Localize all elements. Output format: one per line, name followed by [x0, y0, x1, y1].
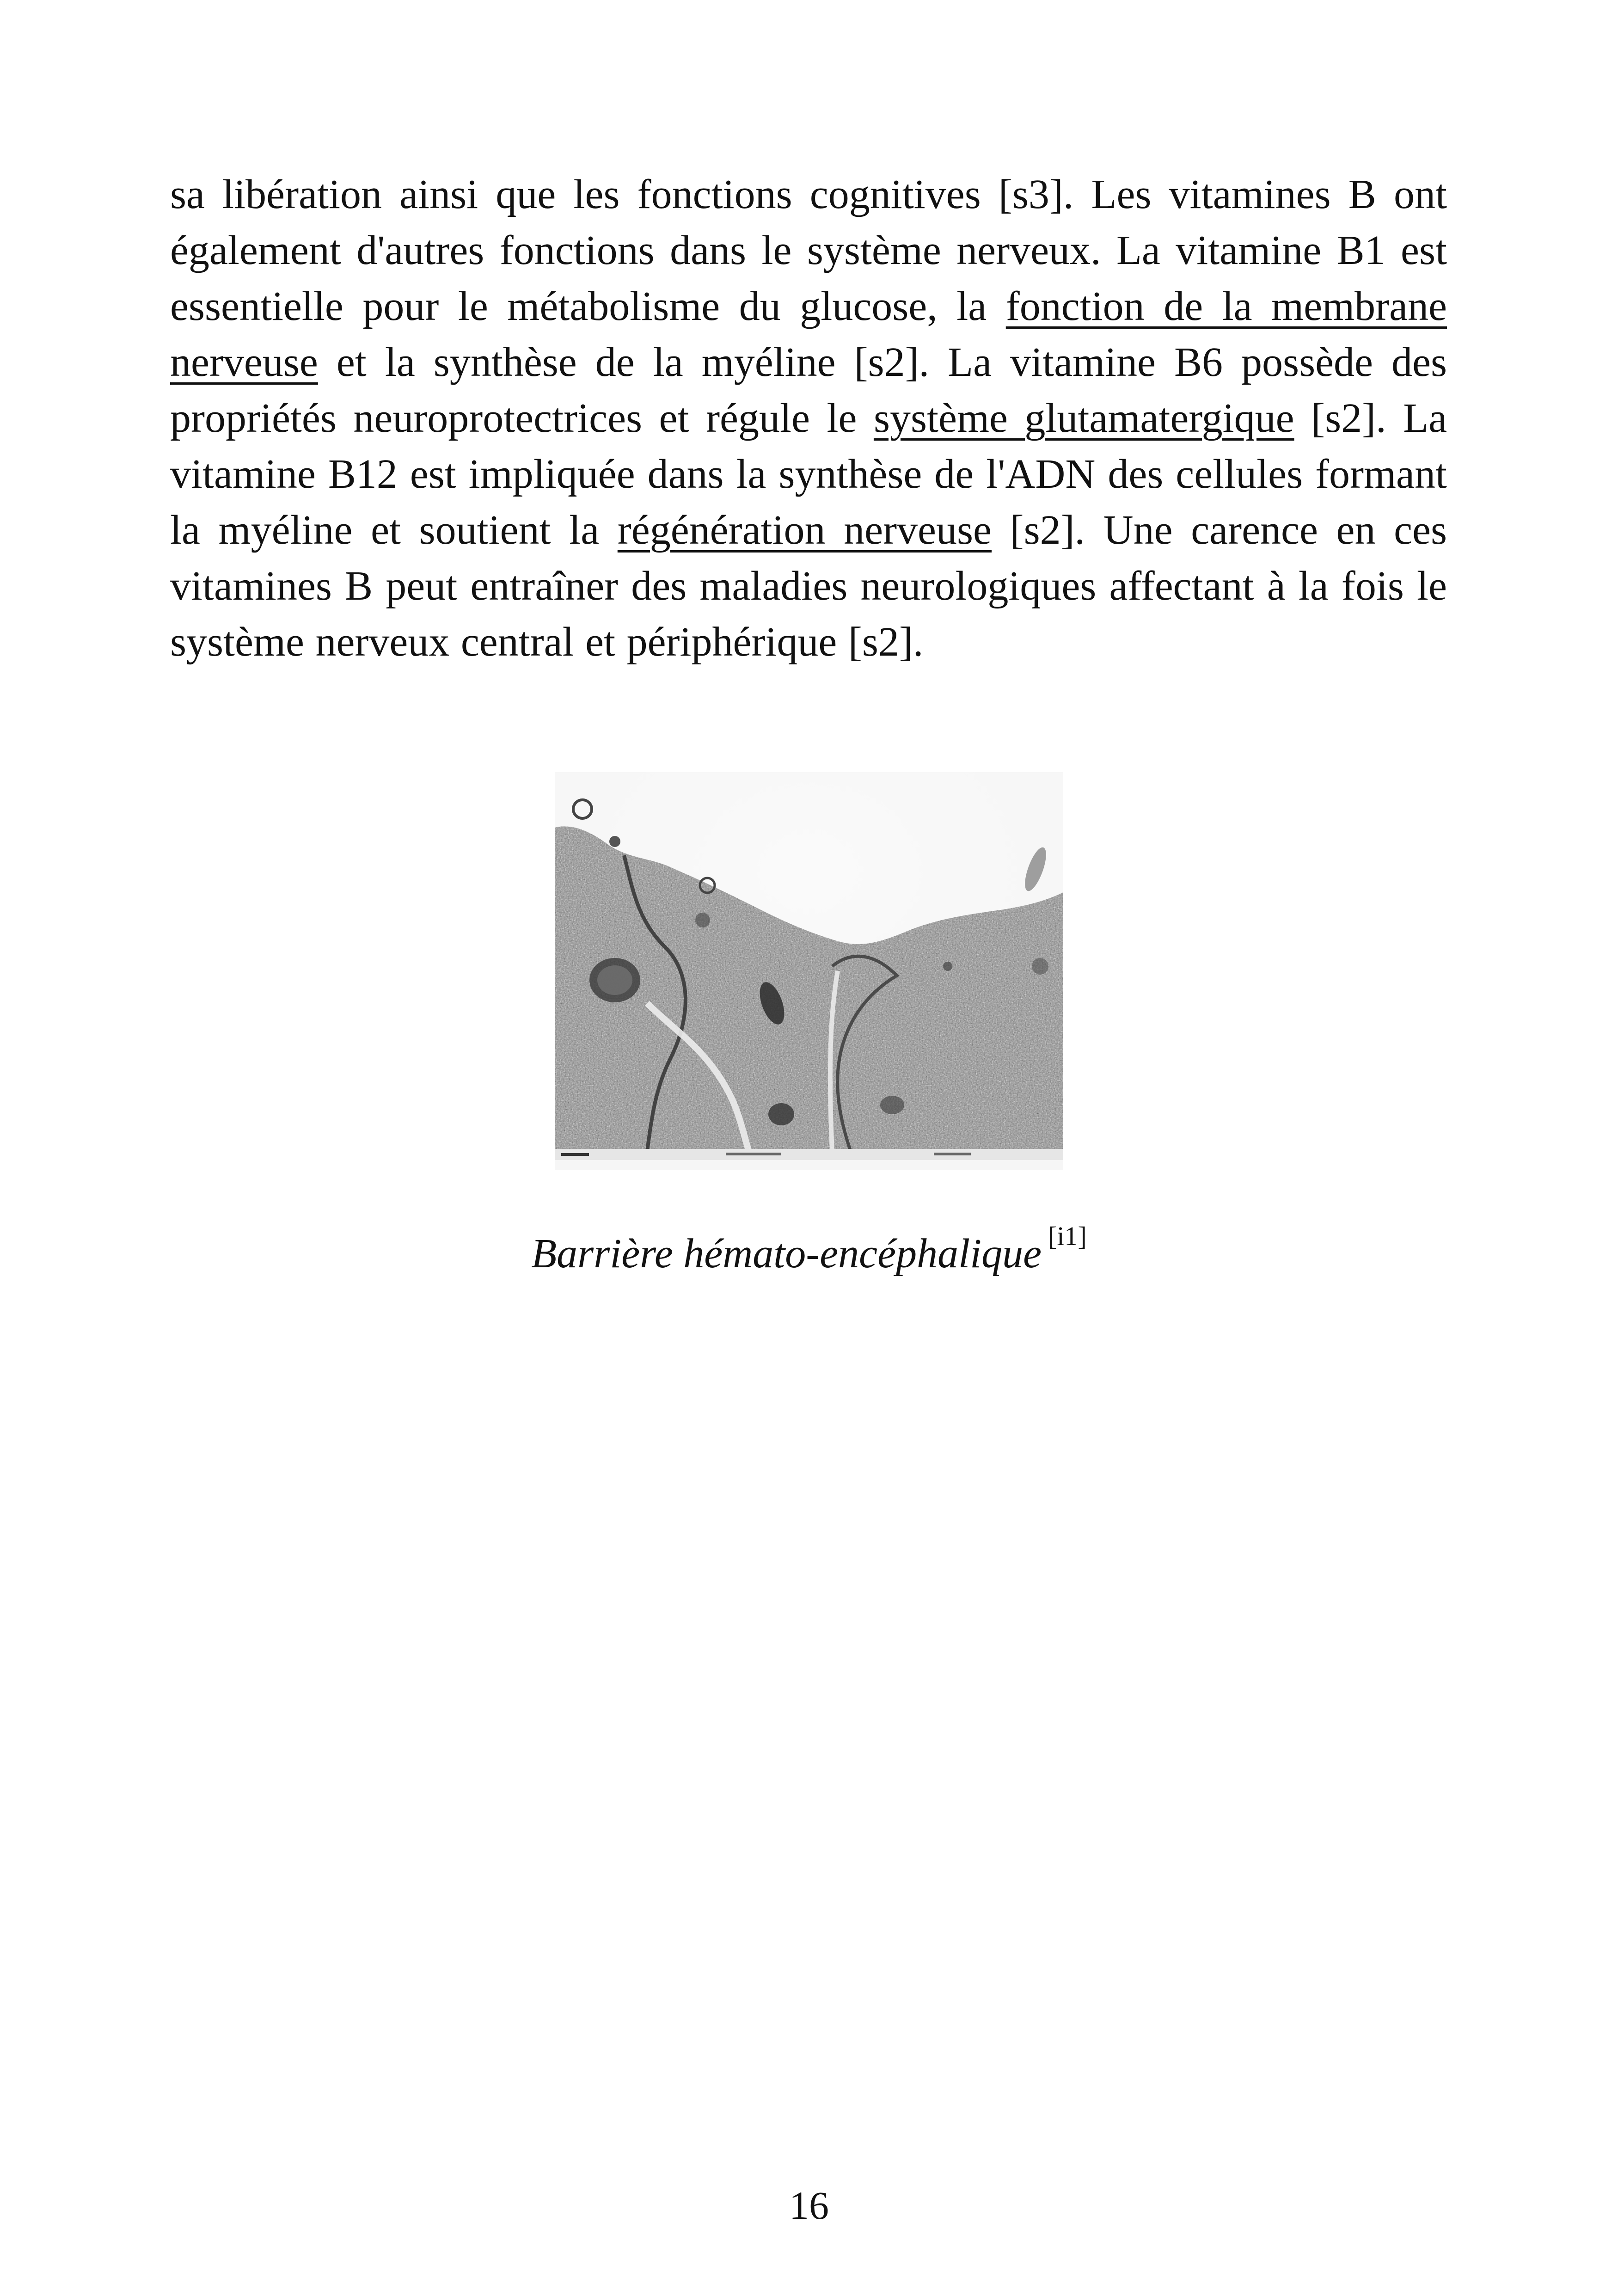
link-regeneration-nerveuse[interactable]: régénération nerveuse — [617, 507, 992, 553]
figure-caption — [0, 1221, 1618, 1277]
link-membrane-nerveuse[interactable]: fonction de la membrane nerveuse — [170, 283, 1447, 385]
paragraph-text-1: sa libération ainsi que les fonctions cognitives [s3]. Les vitamines B ont également d'autres fonctions dans le système nerveux. La vitamine B1 est essentielle pour le métabolisme du glucose, la — [170, 172, 1447, 329]
micrograph-figure — [555, 772, 1063, 1170]
link-systeme-glutamatergique[interactable]: système glutamatergique — [873, 395, 1294, 441]
paragraph-text-4: [s2]. Une carence en ces vitamines B peut entraîner des maladies neurologiques affectant à la fois le système nerveux central et périphérique [s2]. — [170, 507, 1447, 665]
caption-text: Barrière hémato-encéphalique — [531, 1231, 1042, 1277]
page-number: 16 — [789, 2183, 829, 2228]
paragraph-text-3: [s2]. La vitamine B12 est impliquée dans la synthèse de l'ADN des cellules formant la myéline et soutient la — [170, 395, 1447, 553]
micrograph-image — [555, 772, 1063, 1170]
caption-reference: [i1] — [1048, 1221, 1087, 1251]
body-paragraph — [170, 166, 1447, 670]
paragraph-text-2: et la synthèse de la myéline [s2]. La vitamine B6 possède des propriétés neuroprotectrices et régule le — [170, 339, 1447, 441]
